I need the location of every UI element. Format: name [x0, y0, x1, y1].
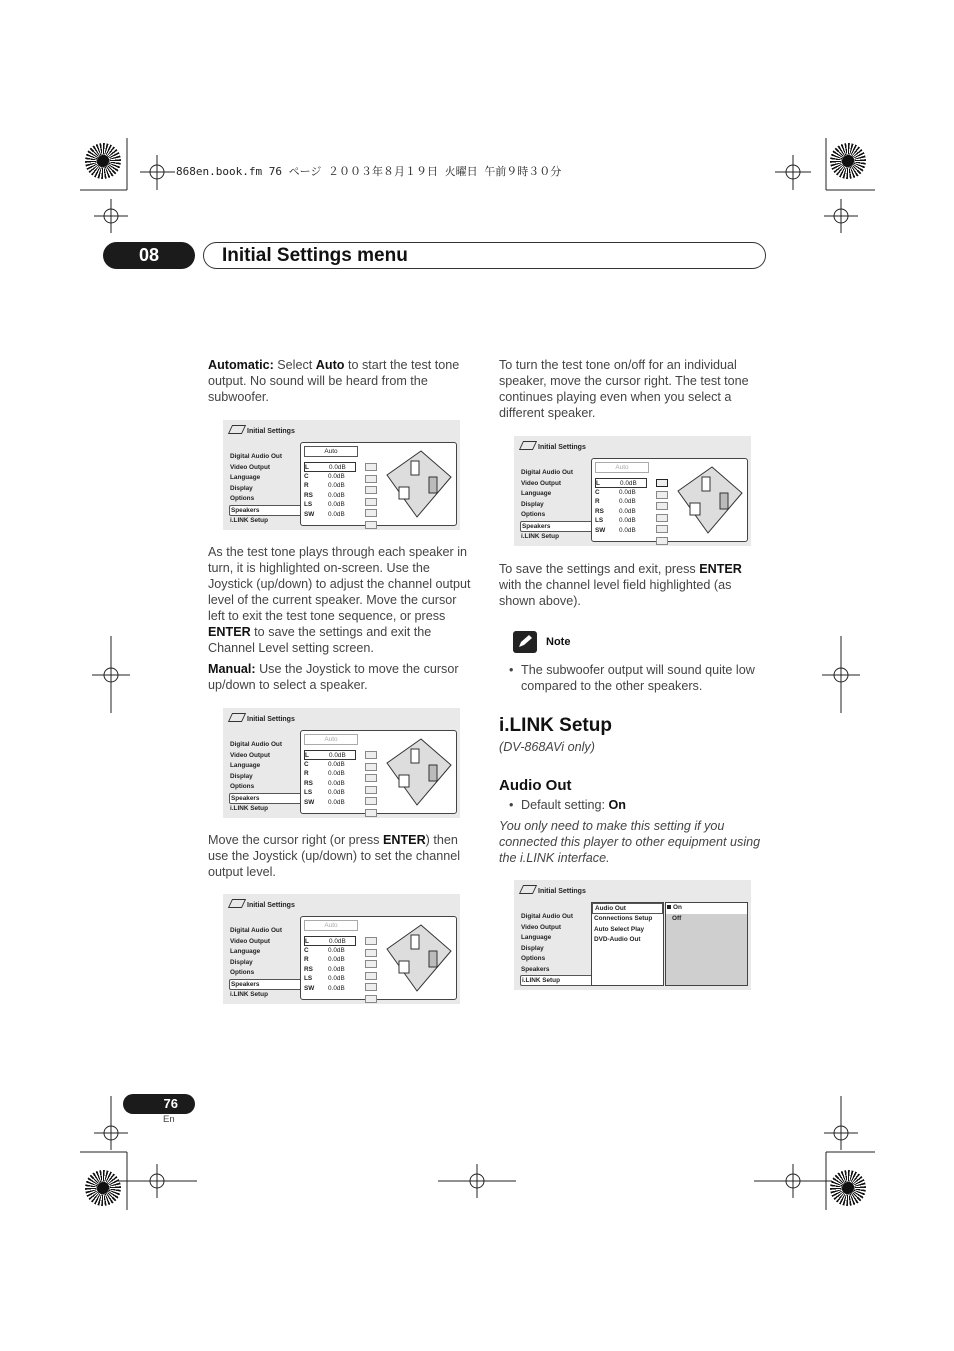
auto-field: Auto [595, 462, 649, 473]
channel-table: L 0.0dB C 0.0dB R 0.0dB RS 0.0dB LS 0.0dB SW 0.0dB [595, 478, 647, 536]
settings-icon [228, 425, 246, 434]
test-tone-toggles [365, 463, 375, 532]
subsection-title: Audio Out [499, 777, 572, 794]
settings-menu: Digital Audio Out Video Output Language Display Options Speakers i.LINK Setup [229, 452, 309, 526]
speaker-room-icon [381, 921, 453, 995]
registration-burst-icon [85, 143, 121, 179]
test-tone-toggles [656, 479, 666, 548]
book-info-line: 868en.book.fm 76 ページ ２００３年８月１９日 火曜日 午前９時３０分 [176, 165, 562, 178]
section-title: i.LINK Setup [499, 715, 612, 736]
channel-table: L 0.0dB C 0.0dB R 0.0dB RS 0.0dB LS 0.0dB SW 0.0dB [304, 936, 356, 994]
registration-burst-icon [830, 1170, 866, 1206]
test-tone-toggles [365, 937, 375, 1006]
automatic-paragraph: Automatic: Select Auto to start the test tone output. No sound will be heard from the subwoofer. [208, 358, 460, 404]
settings-icon [519, 441, 537, 450]
test-tone-paragraph: As the test tone plays through each speaker in turn, it is highlighted on-screen. Use the Joystick (up/down) to adjust the channel output level of the current speaker. Move the cursor left to exit the test tone sequence, or press ENTER to save the settings and exit the Channel Level setting screen. [208, 545, 471, 655]
channel-level-screen-level: Initial Settings Digital Audio Out Video Output Language Display Options Speakers i.LINK Setup Auto L 0.0dB C 0.0dB R 0.0dB RS 0.0dB LS 0.0dB SW 0.0dB [223, 894, 460, 1004]
settings-icon [519, 885, 537, 894]
speaker-room-icon [672, 463, 744, 537]
auto-field: Auto [304, 446, 358, 457]
registration-burst-icon [830, 143, 866, 179]
toggle-tone-paragraph: To turn the test tone on/off for an individual speaker, move the cursor right. The test tone continues playing even when you select a different speaker. [499, 358, 749, 420]
settings-menu: Digital Audio Out Video Output Language Display Options Speakers i.LINK Setup [520, 912, 600, 986]
speaker-room-icon [381, 735, 453, 809]
note-label: Note [546, 636, 571, 648]
default-setting: • Default setting: On [509, 798, 627, 812]
page-number: 76 [123, 1094, 195, 1114]
channel-level-screen-manual: Initial Settings Digital Audio Out Video Output Language Display Options Speakers i.LINK Setup Auto L 0.0dB C 0.0dB R 0.0dB RS 0.0dB LS 0.0dB SW 0.0dB [223, 708, 460, 818]
channel-table: L 0.0dB C 0.0dB R 0.0dB RS 0.0dB LS 0.0dB SW 0.0dB [304, 750, 356, 808]
channel-level-screen-auto: Initial Settings Digital Audio Out Video Output Language Display Options Speakers i.LINK Setup Auto L 0.0dB C 0.0dB R 0.0dB RS 0.0dB LS 0.0dB SW 0.0dB [223, 420, 460, 530]
settings-menu: Digital Audio Out Video Output Language Display Options Speakers i.LINK Setup [520, 468, 600, 542]
test-tone-toggles [365, 751, 375, 820]
ilink-note: You only need to make this setting if you connected this player to other equipment using the i.LINK interface. [499, 819, 761, 865]
chapter-number-badge: 08 [103, 242, 195, 269]
selected-square-icon [667, 905, 671, 909]
auto-field: Auto [304, 734, 358, 745]
registration-burst-icon [85, 1170, 121, 1206]
ilink-setup-screen: Initial Settings Digital Audio Out Video Output Language Display Options Speakers i.LINK Setup Audio Out Connections Setup Auto Select Play DVD-Audio Out On Off [514, 880, 751, 990]
section-subtitle: (DV-868AVi only) [499, 740, 595, 754]
save-paragraph: To save the settings and exit, press ENTER with the channel level field highlighted (as shown above). [499, 562, 742, 608]
move-cursor-paragraph: Move the cursor right (or press ENTER) then use the Joystick (up/down) to set the channel output level. [208, 833, 461, 879]
settings-icon [228, 899, 246, 908]
note-pencil-icon [513, 631, 537, 653]
settings-icon [228, 713, 246, 722]
settings-menu: Digital Audio Out Video Output Language Display Options Speakers i.LINK Setup [229, 926, 309, 1000]
channel-table: L 0.0dB C 0.0dB R 0.0dB RS 0.0dB LS 0.0dB SW 0.0dB [304, 462, 356, 520]
page-language: En [163, 1114, 175, 1125]
ilink-options: On Off [665, 902, 748, 986]
auto-field: Auto [304, 920, 358, 931]
settings-menu: Digital Audio Out Video Output Language Display Options Speakers i.LINK Setup [229, 740, 309, 814]
manual-paragraph: Manual: Use the Joystick to move the cursor up/down to select a speaker. [208, 662, 459, 692]
note-bullet: • The subwoofer output will sound quite low compared to the other speakers. [509, 663, 755, 693]
ilink-menu: Audio Out Connections Setup Auto Select Play DVD-Audio Out [591, 902, 664, 986]
channel-level-screen-toggle: Initial Settings Digital Audio Out Video Output Language Display Options Speakers i.LINK Setup Auto L 0.0dB C 0.0dB R 0.0dB RS 0.0dB LS 0.0dB SW 0.0dB [514, 436, 751, 546]
chapter-title: Initial Settings menu [203, 242, 766, 269]
speaker-room-icon [381, 447, 453, 521]
